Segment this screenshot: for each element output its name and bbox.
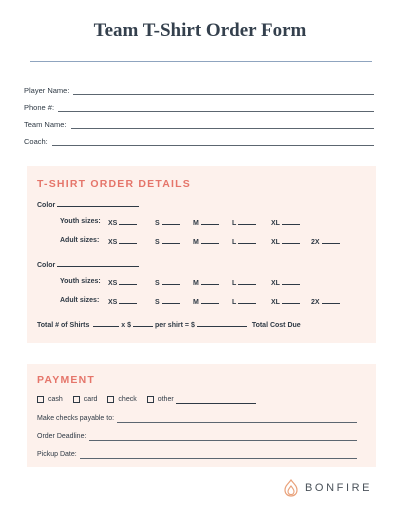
order-deadline-line[interactable] [89,432,357,441]
total-shirts-line[interactable] [93,319,119,327]
adult-xs-1[interactable]: XS [108,236,137,247]
cash-checkbox[interactable] [37,396,44,403]
option-cash[interactable]: cash [37,395,63,404]
youth-m-2[interactable]: M [193,277,219,288]
order-details-panel [27,166,376,343]
adult-xs-2[interactable]: XS [108,296,137,307]
team-name-label: Team Name: [24,120,67,129]
adult-m-1[interactable]: M [193,236,219,247]
phone-field[interactable] [24,100,374,112]
youth-l-1[interactable]: L [232,217,256,228]
youth-xl-1[interactable]: XL [271,217,300,228]
adult-sizes-label-1: Adult sizes: [60,237,100,244]
payable-to-line[interactable] [117,414,357,423]
coach-label: Coach: [24,137,48,146]
order-deadline-field[interactable] [37,430,357,441]
adult-2x-1[interactable]: 2X [311,236,340,247]
phone-label: Phone #: [24,103,55,112]
flame-icon [283,479,299,497]
adult-xl-1[interactable]: XL [271,236,300,247]
total-shirts-label: Total # of Shirts [37,322,90,329]
option-other[interactable]: other [147,395,256,404]
color-line-1[interactable] [57,199,139,207]
adult-xl-2[interactable]: XL [271,296,300,307]
youth-xl-2[interactable]: XL [271,277,300,288]
option-card[interactable]: card [73,395,98,404]
youth-sizes-label-1: Youth sizes: [60,218,101,225]
form-title: Team T-Shirt Order Form [93,20,307,41]
color-field-2[interactable] [37,259,139,270]
coach-line[interactable] [52,137,374,146]
youth-m-1[interactable]: M [193,217,219,228]
youth-xs-2[interactable]: XS [108,277,137,288]
coach-field[interactable] [24,134,374,146]
color-label-1: Color [37,202,56,209]
player-name-line[interactable] [73,86,374,95]
youth-l-2[interactable]: L [232,277,256,288]
total-cost-line[interactable] [197,319,247,327]
adult-2x-2[interactable]: 2X [311,296,340,307]
total-cost-row [37,319,301,330]
adult-l-1[interactable]: L [232,236,256,247]
color-line-2[interactable] [57,259,139,267]
youth-s-1[interactable]: S [155,217,180,228]
color-label-2: Color [37,262,56,269]
youth-sizes-label-2: Youth sizes: [60,278,101,285]
adult-m-2[interactable]: M [193,296,219,307]
other-checkbox[interactable] [147,396,154,403]
payable-to-label: Make checks payable to: [37,415,115,422]
total-cost-due-label: Total Cost Due [251,322,301,329]
payment-title: PAYMENT [37,374,95,386]
player-name-field[interactable] [24,83,374,95]
color-field-1[interactable] [37,199,139,210]
check-checkbox[interactable] [107,396,114,403]
pickup-date-label: Pickup Date: [37,451,77,458]
other-line[interactable] [176,396,256,404]
payable-to-field[interactable] [37,412,357,423]
pickup-date-line[interactable] [80,450,357,459]
brand-name: BONFIRE [305,482,373,494]
card-checkbox[interactable] [73,396,80,403]
team-name-field[interactable] [24,117,374,129]
youth-s-2[interactable]: S [155,277,180,288]
price-label: x $ [121,322,132,329]
order-deadline-label: Order Deadline: [37,433,87,440]
order-details-title: T-SHIRT ORDER DETAILS [37,178,191,190]
adult-s-2[interactable]: S [155,296,180,307]
adult-s-1[interactable]: S [155,236,180,247]
bonfire-logo [283,479,372,497]
price-per-shirt-line[interactable] [133,319,153,327]
title-divider [30,61,372,62]
per-shirt-label: per shirt = $ [154,322,195,329]
payment-options [37,395,256,404]
youth-xs-1[interactable]: XS [108,217,137,228]
player-name-label: Player Name: [24,86,70,95]
pickup-date-field[interactable] [37,448,357,459]
adult-l-2[interactable]: L [232,296,256,307]
team-name-line[interactable] [71,120,374,129]
phone-line[interactable] [58,103,374,112]
option-check[interactable]: check [107,395,136,404]
adult-sizes-label-2: Adult sizes: [60,297,100,304]
